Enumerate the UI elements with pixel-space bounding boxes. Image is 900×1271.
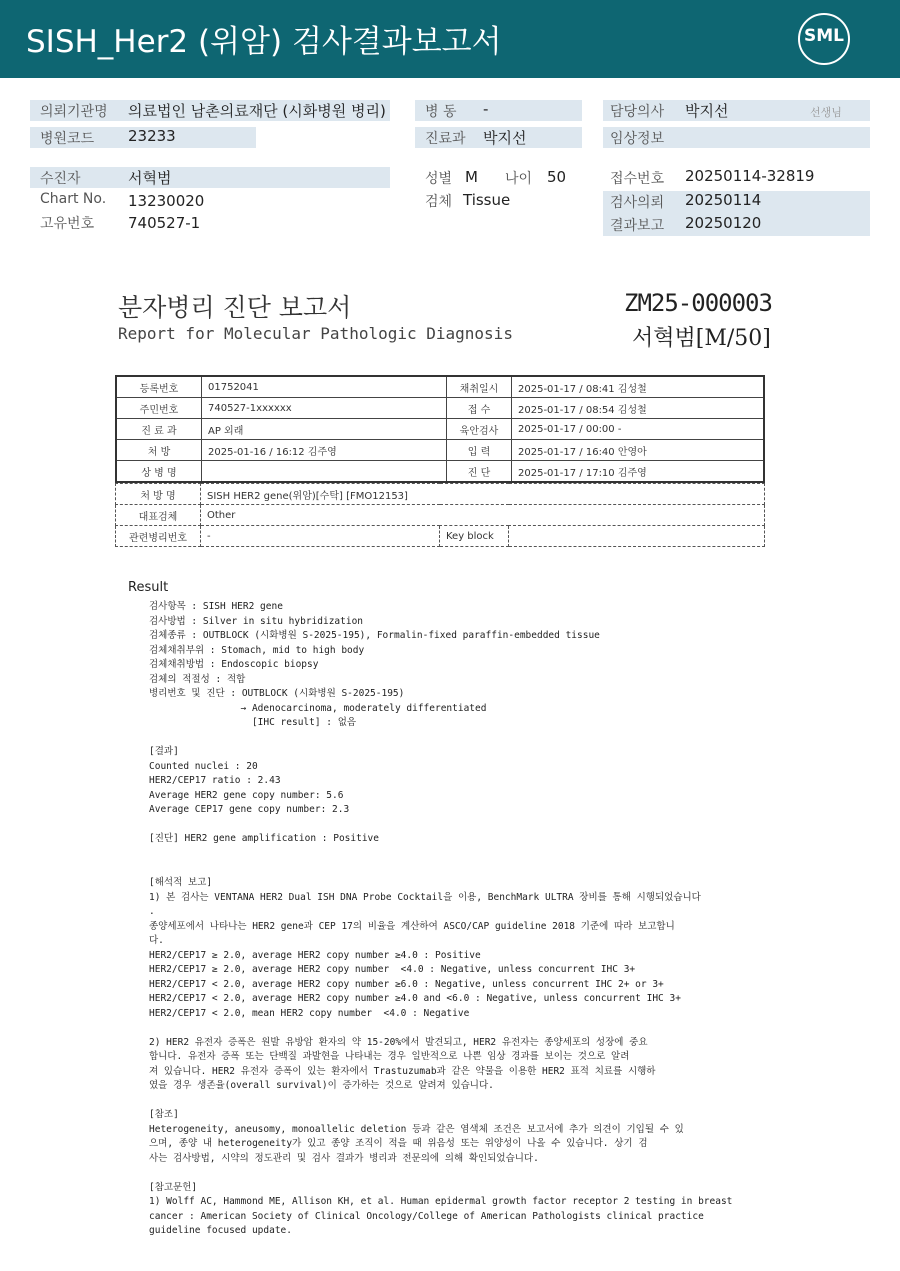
institution-label: 의뢰기관명 (40, 104, 108, 120)
dept-label: 진료과 (425, 131, 466, 147)
keyblock-label: Key block (440, 526, 509, 547)
table-key: 육안검사 (447, 419, 512, 440)
order-label: 처 방 명 (116, 484, 201, 505)
patient-label: 수진자 (40, 171, 81, 187)
sex-label: 성별 (425, 171, 453, 187)
hospital-code-label: 병원코드 (40, 131, 95, 147)
related-label: 관련병리번호 (116, 526, 201, 547)
table-row (116, 484, 765, 505)
clinical-label: 임상정보 (610, 131, 665, 147)
age-value: 50 (547, 168, 567, 186)
order-value: SISH HER2 gene(위암)[수탁] [FMO12153] (201, 484, 765, 505)
request-label: 검사의뢰 (610, 195, 665, 211)
dept-value: 박지선 (483, 129, 527, 147)
receipt-value: 20250114-32819 (685, 167, 815, 185)
report-subtitle: Report for Molecular Pathologic Diagnosis (118, 324, 513, 343)
table-key: 상 병 명 (116, 461, 202, 483)
chart-label: Chart No. (40, 191, 107, 207)
doctor-suffix: 선생님 (810, 106, 842, 119)
result-summary: 검사항목 : SISH HER2 gene 검사방법 : Silver in situ hybridization 검체종류 : OUTBLOCK (시화병원 S-2025-195), Formalin-fixed paraffin-embedded tissue 검체채취부위 : Stomach, mid to high body 검체채취방법 : Endoscopic biopsy 검체의 적절성 : 적합 병리번호 및 진단 : OUTBLOCK (시화병원 S-2025-195) → Adenocarcinoma, moderately differentiated [IHC result] : 없음 (149, 601, 600, 728)
table-key: 처 방 (116, 440, 202, 461)
doctor-label: 담당의사 (610, 104, 665, 120)
receipt-label: 접수번호 (610, 171, 665, 187)
table-row (116, 440, 764, 461)
order-table (115, 483, 765, 547)
result-label: 결과보고 (610, 218, 665, 234)
table-row (116, 526, 765, 547)
table-key: 등록번호 (116, 376, 202, 398)
patient-band (30, 167, 390, 188)
report-title: 분자병리 진단 보고서 (118, 293, 352, 322)
specimen-label: 검체 (425, 194, 453, 210)
sex-value: M (465, 168, 478, 186)
table-value: 2025-01-17 / 16:40 안영아 (512, 440, 765, 461)
table-value: 2025-01-16 / 16:12 김주영 (202, 440, 447, 461)
specimen-value: Tissue (463, 191, 511, 209)
table-key: 접 수 (447, 398, 512, 419)
table-key: 진 단 (447, 461, 512, 483)
related-value: - (201, 526, 440, 547)
table-value: AP 외래 (202, 419, 447, 440)
title-bar (0, 0, 900, 78)
keyblock-value (509, 526, 765, 547)
table-value: 2025-01-17 / 08:41 김성철 (512, 376, 765, 398)
table-key: 입 력 (447, 440, 512, 461)
table-value: 01752041 (202, 376, 447, 398)
doctor-value: 박지선 (685, 102, 729, 120)
ward-value: - (483, 100, 489, 118)
table-value: 2025-01-17 / 17:10 김주영 (512, 461, 765, 483)
age-label: 나이 (505, 171, 533, 187)
table-row (116, 419, 764, 440)
table-row (116, 376, 764, 398)
ward-label: 병 동 (425, 104, 457, 120)
registration-table (115, 375, 765, 483)
chart-value: 13230020 (128, 192, 205, 210)
rep-specimen-value: Other (201, 505, 765, 526)
table-value: 2025-01-17 / 08:54 김성철 (512, 398, 765, 419)
unique-label: 고유번호 (40, 216, 95, 232)
table-row (116, 461, 764, 483)
table-row (116, 505, 765, 526)
table-key: 진 료 과 (116, 419, 202, 440)
table-value: 740527-1xxxxxx (202, 398, 447, 419)
result-value: 20250120 (685, 214, 762, 232)
table-value: 2025-01-17 / 00:00 - (512, 419, 765, 440)
report-patient: 서혁범[M/50] (632, 326, 771, 351)
hospital-code-value: 23233 (128, 127, 176, 145)
table-key: 채취일시 (447, 376, 512, 398)
table-value (202, 461, 447, 483)
logo-text: SML (804, 26, 844, 46)
table-key: 주민번호 (116, 398, 202, 419)
rep-specimen-label: 대표검체 (116, 505, 201, 526)
report-number: ZM25-000003 (624, 289, 772, 317)
unique-value: 740527-1 (128, 214, 201, 232)
institution-value: 의료법인 남촌의료재단 (시화병원 병리) (128, 102, 386, 120)
table-row (116, 398, 764, 419)
page-title: SISH_Her2 (위암) 검사결과보고서 (26, 24, 502, 60)
patient-value: 서혁범 (128, 169, 172, 187)
result-heading: Result (128, 580, 169, 595)
request-value: 20250114 (685, 191, 762, 209)
result-interpretation: [해석적 보고] 1) 본 검사는 VENTANA HER2 Dual ISH DNA Probe Cocktail을 이용, BenchMark ULTRA 장비를 통해 시행되었습니다 . 종양세포에서 나타나는 HER2 gene과 CEP 17의 비율을 계산하여 ASCO/CAP guideline 2018 기준에 따라 보고합니 다. HER2/CEP17 ≥ 2.0, average HER2 copy number ≥4.0 : Positive HER2/CEP17 ≥ 2.0, average HER2 copy number <4.0 : Negative, unless concurrent IHC 3+ HER2/CEP17 < 2.0, average HER2 copy number ≥6.0 : Negative, unless concurrent IHC 2+ or 3+ HER2/CEP17 < 2.0, average HER2 copy number ≥4.0 and <6.0 : Negative, unless concurrent IHC 3+ HER2/CEP17 < 2.0, mean HER2 copy number <4.0 : Negative 2) HER2 유전자 증폭은 원발 유방암 환자의 약 15-20%에서 발견되고, HER2 유전자는 종양세포의 성장에 중요 합니다. 유전자 증폭 또는 단백질 과발현을 나타내는 경우 일반적으로 나쁜 임상 경과를 보이는 것으로 알려 져 있습니다. HER2 유전자 증폭이 있는 환자에서 Trastuzumab과 같은 약물을 이용한 HER2 표적 치료를 시행하 였을 경우 생존율(overall survival)이 증가하는 것으로 알려져 있습니다. [참조] Heterogeneity, aneusomy, monoallelic deletion 등과 같은 염색체 조건은 보고서에 추가 의견이 기입될 수 있 으며, 종양 내 heterogeneity가 있고 종양 조직이 적을 때 위음성 또는 위양성이 나올 수 있습니다. 상기 검 사는 검사방법, 시약의 정도관리 및 검사 결과가 병리과 전문의에 의해 확인되었습니다. [참고문헌] 1) Wolff AC, Hammond ME, Allison KH, et al. Human epidermal growth factor receptor 2 testing in breast cancer : American Society of Clinical Oncology/College of American Pathologists clinical practice guideline focused update. (149, 877, 733, 1236)
result-findings: [결과] Counted nuclei : 20 HER2/CEP17 ratio : 2.43 Average HER2 gene copy number: 5.6 Average CEP17 gene copy number: 2.3 [진단] HER2 gene amplification : Positive (149, 746, 379, 844)
sml-logo (798, 13, 850, 65)
